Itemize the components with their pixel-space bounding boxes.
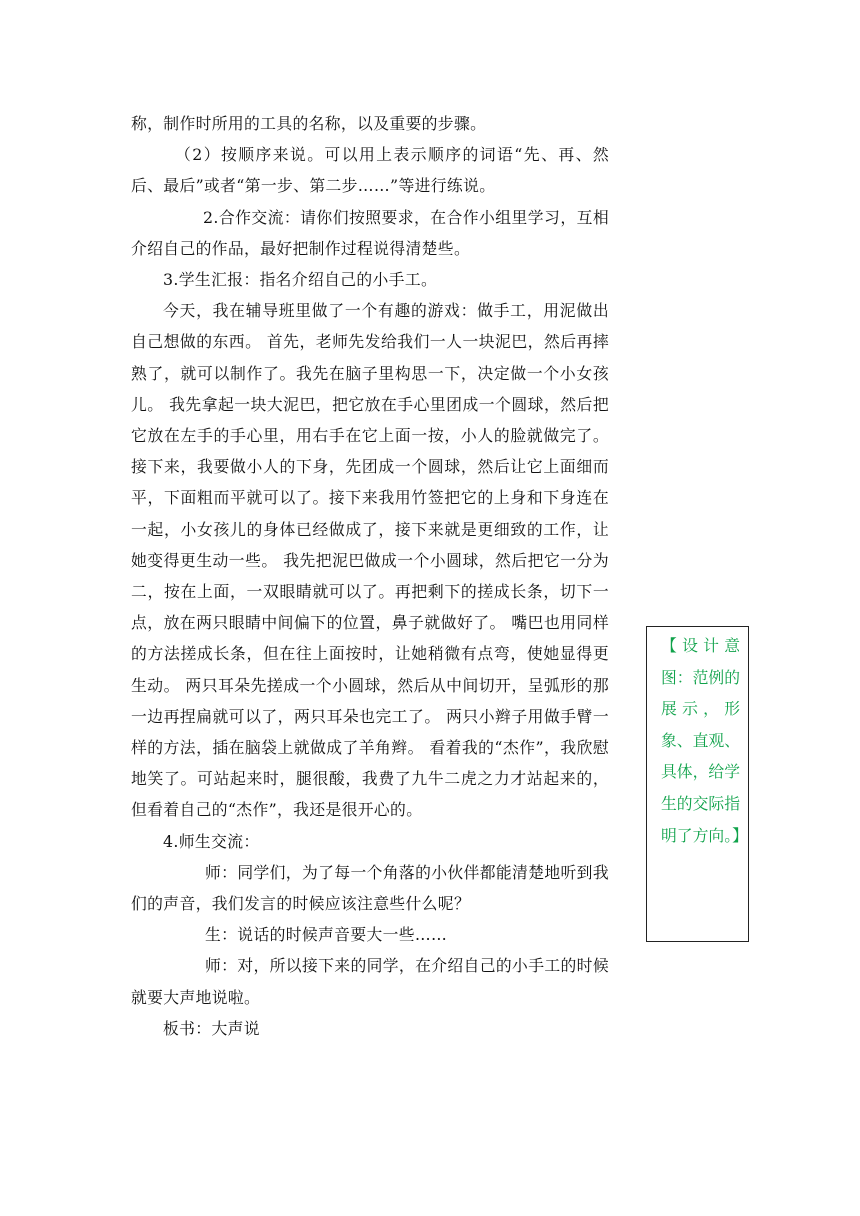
paragraph-teacher-response: 师：对，所以接下来的同学，在介绍自己的小手工的时候就要大声地说啦。 (131, 956, 609, 1007)
paragraph-cooperative-exchange: 2.合作交流：请你们按照要求，在合作小组里学习，互相介绍自己的作品，最好把制作过程说得清楚些。 (131, 207, 609, 258)
paragraph-speak-in-order: （2）按顺序来说。可以用上表示顺序的词语“先、再、然后、最后”或者“第一步、第二步……”等进行练说。 (131, 145, 609, 196)
design-intent-box (646, 626, 749, 942)
paragraph-teacher-student-exchange: 4.师生交流： (163, 831, 260, 851)
paragraph-teacher-question: 师：同学们，为了每一个角落的小伙伴都能清楚地听到我们的声音，我们发言的时候应该注意些什么呢？ (131, 862, 609, 914)
paragraph-student-answer: 生：说话的时候声音要大一些…… (205, 925, 448, 945)
design-intent-text: 【设计意图：范例的展示，形象、直观、具体，给学生的交际指明了方向。】 (661, 636, 748, 845)
lesson-plan-body (131, 108, 609, 1044)
paragraph-student-report: 3.学生汇报：指名介绍自己的小手工。 (163, 270, 438, 290)
paragraph-tools-steps: 称，制作时所用的工具的名称，以及重要的步骤。 (131, 114, 487, 133)
paragraph-blackboard-note: 板书：大声说 (163, 1018, 260, 1038)
paragraph-example-essay: 今天，我在辅导班里做了一个有趣的游戏：做手工，用泥做出自己想做的东西。 首先，老师先发给我们一人一块泥巴，然后再摔熟了，就可以制作了。我先在脑子里构思一下，决定做一个小女孩儿。 我先拿起一块大泥巴，把它放在手心里团成一个圆球，然后把它放在左手的手心里，用右手在它上面一按，小人的脸就做完了。 接下来，我要做小人的下身，先团成一个圆球，然后让它上面细而平，下面粗而平就可以了。接下来我用竹签把它的上身和下身连在一起，小女孩儿的身体已经做成了，接下来就是更细致的工作，让她变得更生动一些。 我先把泥巴做成一个小圆球，然后把它一分为二，按在上面，一双眼睛就可以了。再把剩下的搓成长条，切下一点，放在两只眼睛中间偏下的位置，鼻子就做好了。 嘴巴也用同样的方法搓成长条，但在往上面按时，让她稍微有点弯，使她显得更生动。 两只耳朵先搓成一个小圆球，然后从中间切开，呈弧形的那一边再捏扁就可以了，两只耳朵也完工了。 两只小辫子用做手臂一样的方法，插在脑袋上就做成了羊角辫。 看着我的“杰作”，我欣慰地笑了。可站起来时，腿很酸，我费了九牛二虎之力才站起来的，但看着自己的“杰作”，我还是很开心的。 (131, 301, 609, 820)
